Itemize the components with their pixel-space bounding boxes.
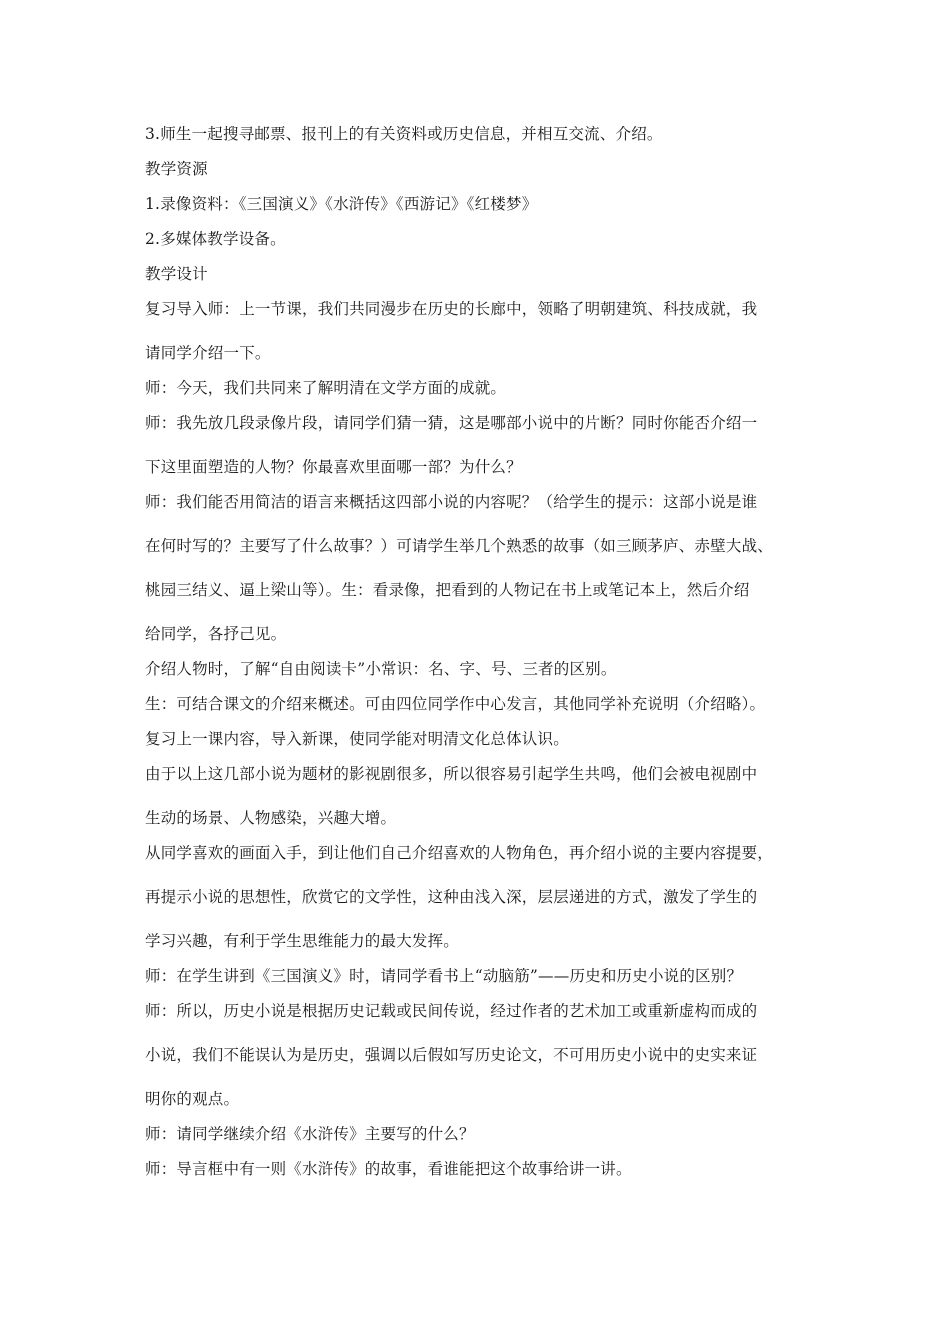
paragraph-line: 由于以上这几部小说为题材的影视剧很多，所以很容易引起学生共鸣，他们会被电视剧中	[145, 765, 758, 783]
paragraph-line: 给同学，各抒己见。	[145, 625, 287, 643]
section-heading: 教学设计	[145, 265, 208, 283]
document-body	[145, 122, 825, 1179]
paragraph-line: 桃园三结义、逼上梁山等）。生：看录像，把看到的人物记在书上或笔记本上，然后介绍	[145, 581, 750, 599]
paragraph-line: 再提示小说的思想性，欣赏它的文学性，这种由浅入深，层层递进的方式，激发了学生的	[145, 888, 758, 906]
paragraph-line: 复习上一课内容，导入新课，使同学能对明清文化总体认识。	[145, 730, 569, 748]
paragraph-line: 2.多媒体教学设备。	[145, 230, 286, 248]
paragraph-line: 师：今天，我们共同来了解明清在文学方面的成就。	[145, 379, 507, 397]
paragraph-line: 1.录像资料：《三国演义》《水浒传》《西游记》《红楼梦》	[145, 195, 538, 213]
section-heading: 教学资源	[145, 160, 208, 178]
paragraph-line: 介绍人物时，了解“自由阅读卡”小常识：名、字、号、三者的区别。	[145, 660, 617, 678]
paragraph-line: 下这里面塑造的人物？你最喜欢里面哪一部？为什么？	[145, 458, 522, 476]
paragraph-line: 请同学介绍一下。	[145, 344, 271, 362]
paragraph-line: 师：导言框中有一则《水浒传》的故事，看谁能把这个故事给讲一讲。	[145, 1160, 632, 1178]
paragraph-line: 3.师生一起搜寻邮票、报刊上的有关资料或历史信息，并相互交流、介绍。	[145, 125, 663, 143]
paragraph-line: 小说，我们不能误认为是历史，强调以后假如写历史论文，不可用历史小说中的史实来证	[145, 1046, 758, 1064]
paragraph-line: 从同学喜欢的画面入手，到让他们自己介绍喜欢的人物角色，再介绍小说的主要内容提要，	[145, 844, 774, 862]
paragraph-line: 复习导入师：上一节课，我们共同漫步在历史的长廊中，领略了明朝建筑、科技成就，我	[145, 300, 758, 318]
paragraph-line: 师：请同学继续介绍《水浒传》主要写的什么？	[145, 1125, 475, 1143]
paragraph-line: 师：在学生讲到《三国演义》时，请同学看书上“动脑筋”——历史和历史小说的区别？	[145, 967, 743, 985]
paragraph-line: 在何时写的？主要写了什么故事？）可请学生举几个熟悉的故事（如三顾茅庐、赤壁大战、	[145, 537, 774, 555]
paragraph-line: 师：所以，历史小说是根据历史记载或民间传说，经过作者的艺术加工或重新虚构而成的	[145, 1002, 758, 1020]
paragraph-line: 学习兴趣，有利于学生思维能力的最大发挥。	[145, 932, 460, 950]
paragraph-line: 师：我先放几段录像片段，请同学们猜一猜，这是哪部小说中的片断？同时你能否介绍一	[145, 414, 758, 432]
paragraph-line: 师：我们能否用简洁的语言来概括这四部小说的内容呢？（给学生的提示：这部小说是谁	[145, 493, 758, 511]
paragraph-line: 生：可结合课文的介绍来概述。可由四位同学作中心发言，其他同学补充说明（介绍略）。	[145, 695, 766, 713]
paragraph-line: 明你的观点。	[145, 1090, 240, 1108]
paragraph-line: 生动的场景、人物感染，兴趣大增。	[145, 809, 397, 827]
